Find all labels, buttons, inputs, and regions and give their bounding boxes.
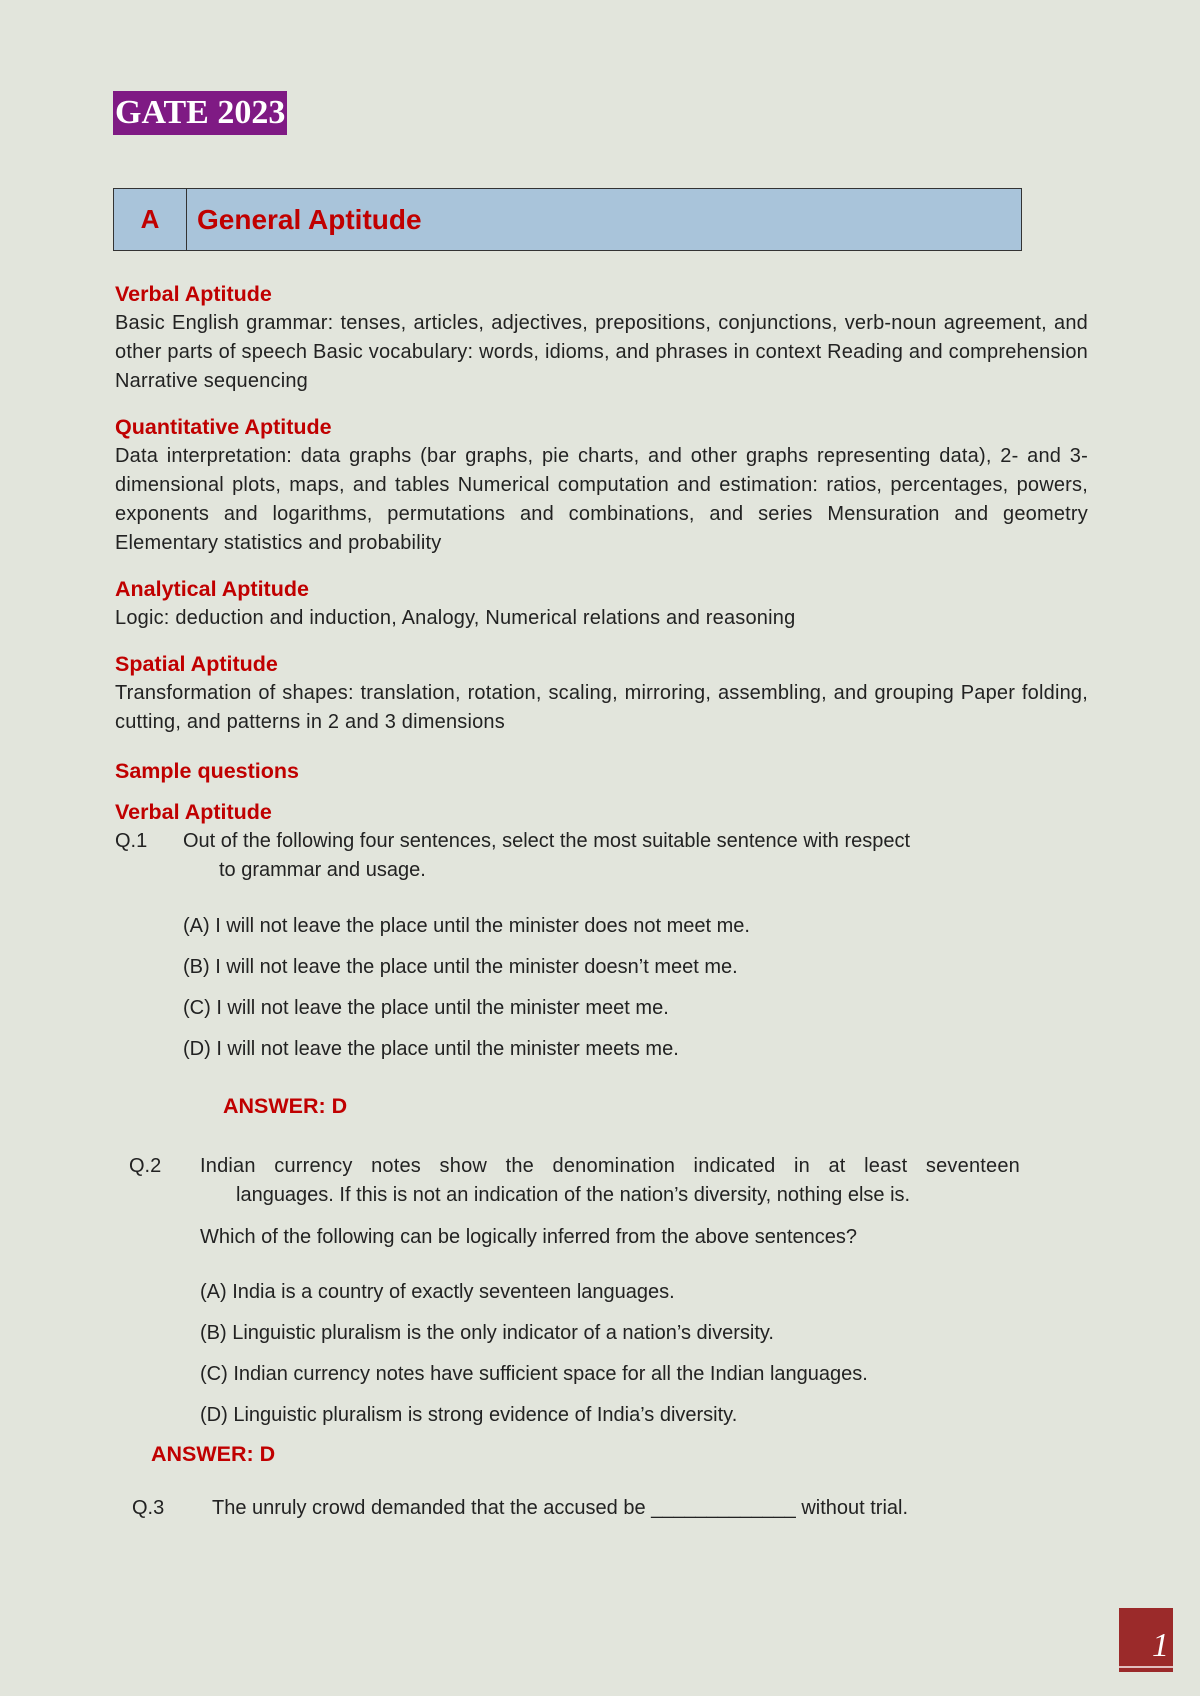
question-number: Q.2 bbox=[129, 1155, 162, 1177]
syllabus-text: Transformation of shapes: translation, rotation, scaling, mirroring, assembling, and grouping Paper folding, cutting, and patterns in 2 and 3 dimensions bbox=[115, 682, 1088, 733]
question-text: The unruly crowd demanded that the accused be _____________ without trial. bbox=[212, 1497, 909, 1519]
syllabus-heading: Verbal Aptitude bbox=[115, 282, 272, 306]
syllabus-spatial bbox=[115, 650, 1088, 737]
syllabus-text: Logic: deduction and induction, Analogy, Numerical relations and reasoning bbox=[115, 607, 796, 629]
option-d: (D) Linguistic pluralism is strong evidence of India’s diversity. bbox=[200, 1404, 738, 1426]
option-a: (A) I will not leave the place until the minister does not meet me. bbox=[183, 915, 750, 937]
answer-label: ANSWER: D bbox=[223, 1094, 348, 1118]
section-letter: A bbox=[114, 189, 187, 250]
answer-label: ANSWER: D bbox=[151, 1442, 276, 1466]
question-text: Indian currency notes show the denomination indicated in at least seventeen bbox=[200, 1155, 1020, 1177]
question-number: Q.1 bbox=[115, 830, 148, 852]
syllabus-analytical bbox=[115, 575, 1088, 633]
option-d: (D) I will not leave the place until the minister meets me. bbox=[183, 1038, 679, 1060]
syllabus-heading: Spatial Aptitude bbox=[115, 652, 278, 676]
syllabus-quantitative bbox=[115, 413, 1088, 558]
section-header bbox=[113, 188, 1022, 251]
option-b: (B) Linguistic pluralism is the only indicator of a nation’s diversity. bbox=[200, 1322, 774, 1344]
syllabus-text: Basic English grammar: tenses, articles, adjectives, prepositions, conjunctions, verb-noun agreement, and other parts of speech Basic vocabulary: words, idioms, and phrases in context Reading and comprehension Narrative sequencing bbox=[115, 312, 1088, 392]
question-2 bbox=[115, 1152, 1088, 1469]
question-text-cont: to grammar and usage. bbox=[219, 859, 426, 881]
syllabus-heading: Analytical Aptitude bbox=[115, 577, 309, 601]
options-list bbox=[115, 912, 1088, 1064]
option-c: (C) Indian currency notes have sufficient space for all the Indian languages. bbox=[200, 1363, 868, 1385]
page-number: 1 bbox=[1119, 1608, 1173, 1672]
exam-badge: GATE 2023 bbox=[113, 91, 287, 135]
question-text-cont: languages. If this is not an indication of the nation’s diversity, nothing else is. bbox=[236, 1184, 911, 1206]
section-title: General Aptitude bbox=[197, 203, 422, 235]
question-prompt: Which of the following can be logically inferred from the above sentences? bbox=[200, 1226, 858, 1248]
page-number-underline bbox=[1119, 1666, 1173, 1668]
syllabus-heading: Quantitative Aptitude bbox=[115, 415, 332, 439]
sample-questions-heading: Sample questions bbox=[115, 759, 299, 783]
question-1 bbox=[115, 827, 1088, 1121]
question-number: Q.3 bbox=[132, 1497, 165, 1519]
option-b: (B) I will not leave the place until the minister doesn’t meet me. bbox=[183, 956, 738, 978]
question-text: Out of the following four sentences, select the most suitable sentence with respect bbox=[183, 830, 911, 852]
option-c: (C) I will not leave the place until the minister meet me. bbox=[183, 997, 669, 1019]
syllabus-text: Data interpretation: data graphs (bar graphs, pie charts, and other graphs representing data), 2- and 3-dimensional plots, maps, and tables Numerical computation and estimation: ratios, percentages, powers, exponents and logarithms, permutations and combinations, and series Mensuration and geometry Elementary statistics and probability bbox=[115, 445, 1088, 554]
options-list bbox=[129, 1278, 1088, 1430]
sample-subheading: Verbal Aptitude bbox=[115, 800, 272, 824]
syllabus-verbal bbox=[115, 280, 1088, 396]
main-content bbox=[115, 280, 1088, 1523]
option-a: (A) India is a country of exactly seventeen languages. bbox=[200, 1281, 675, 1303]
question-3 bbox=[115, 1494, 1088, 1523]
